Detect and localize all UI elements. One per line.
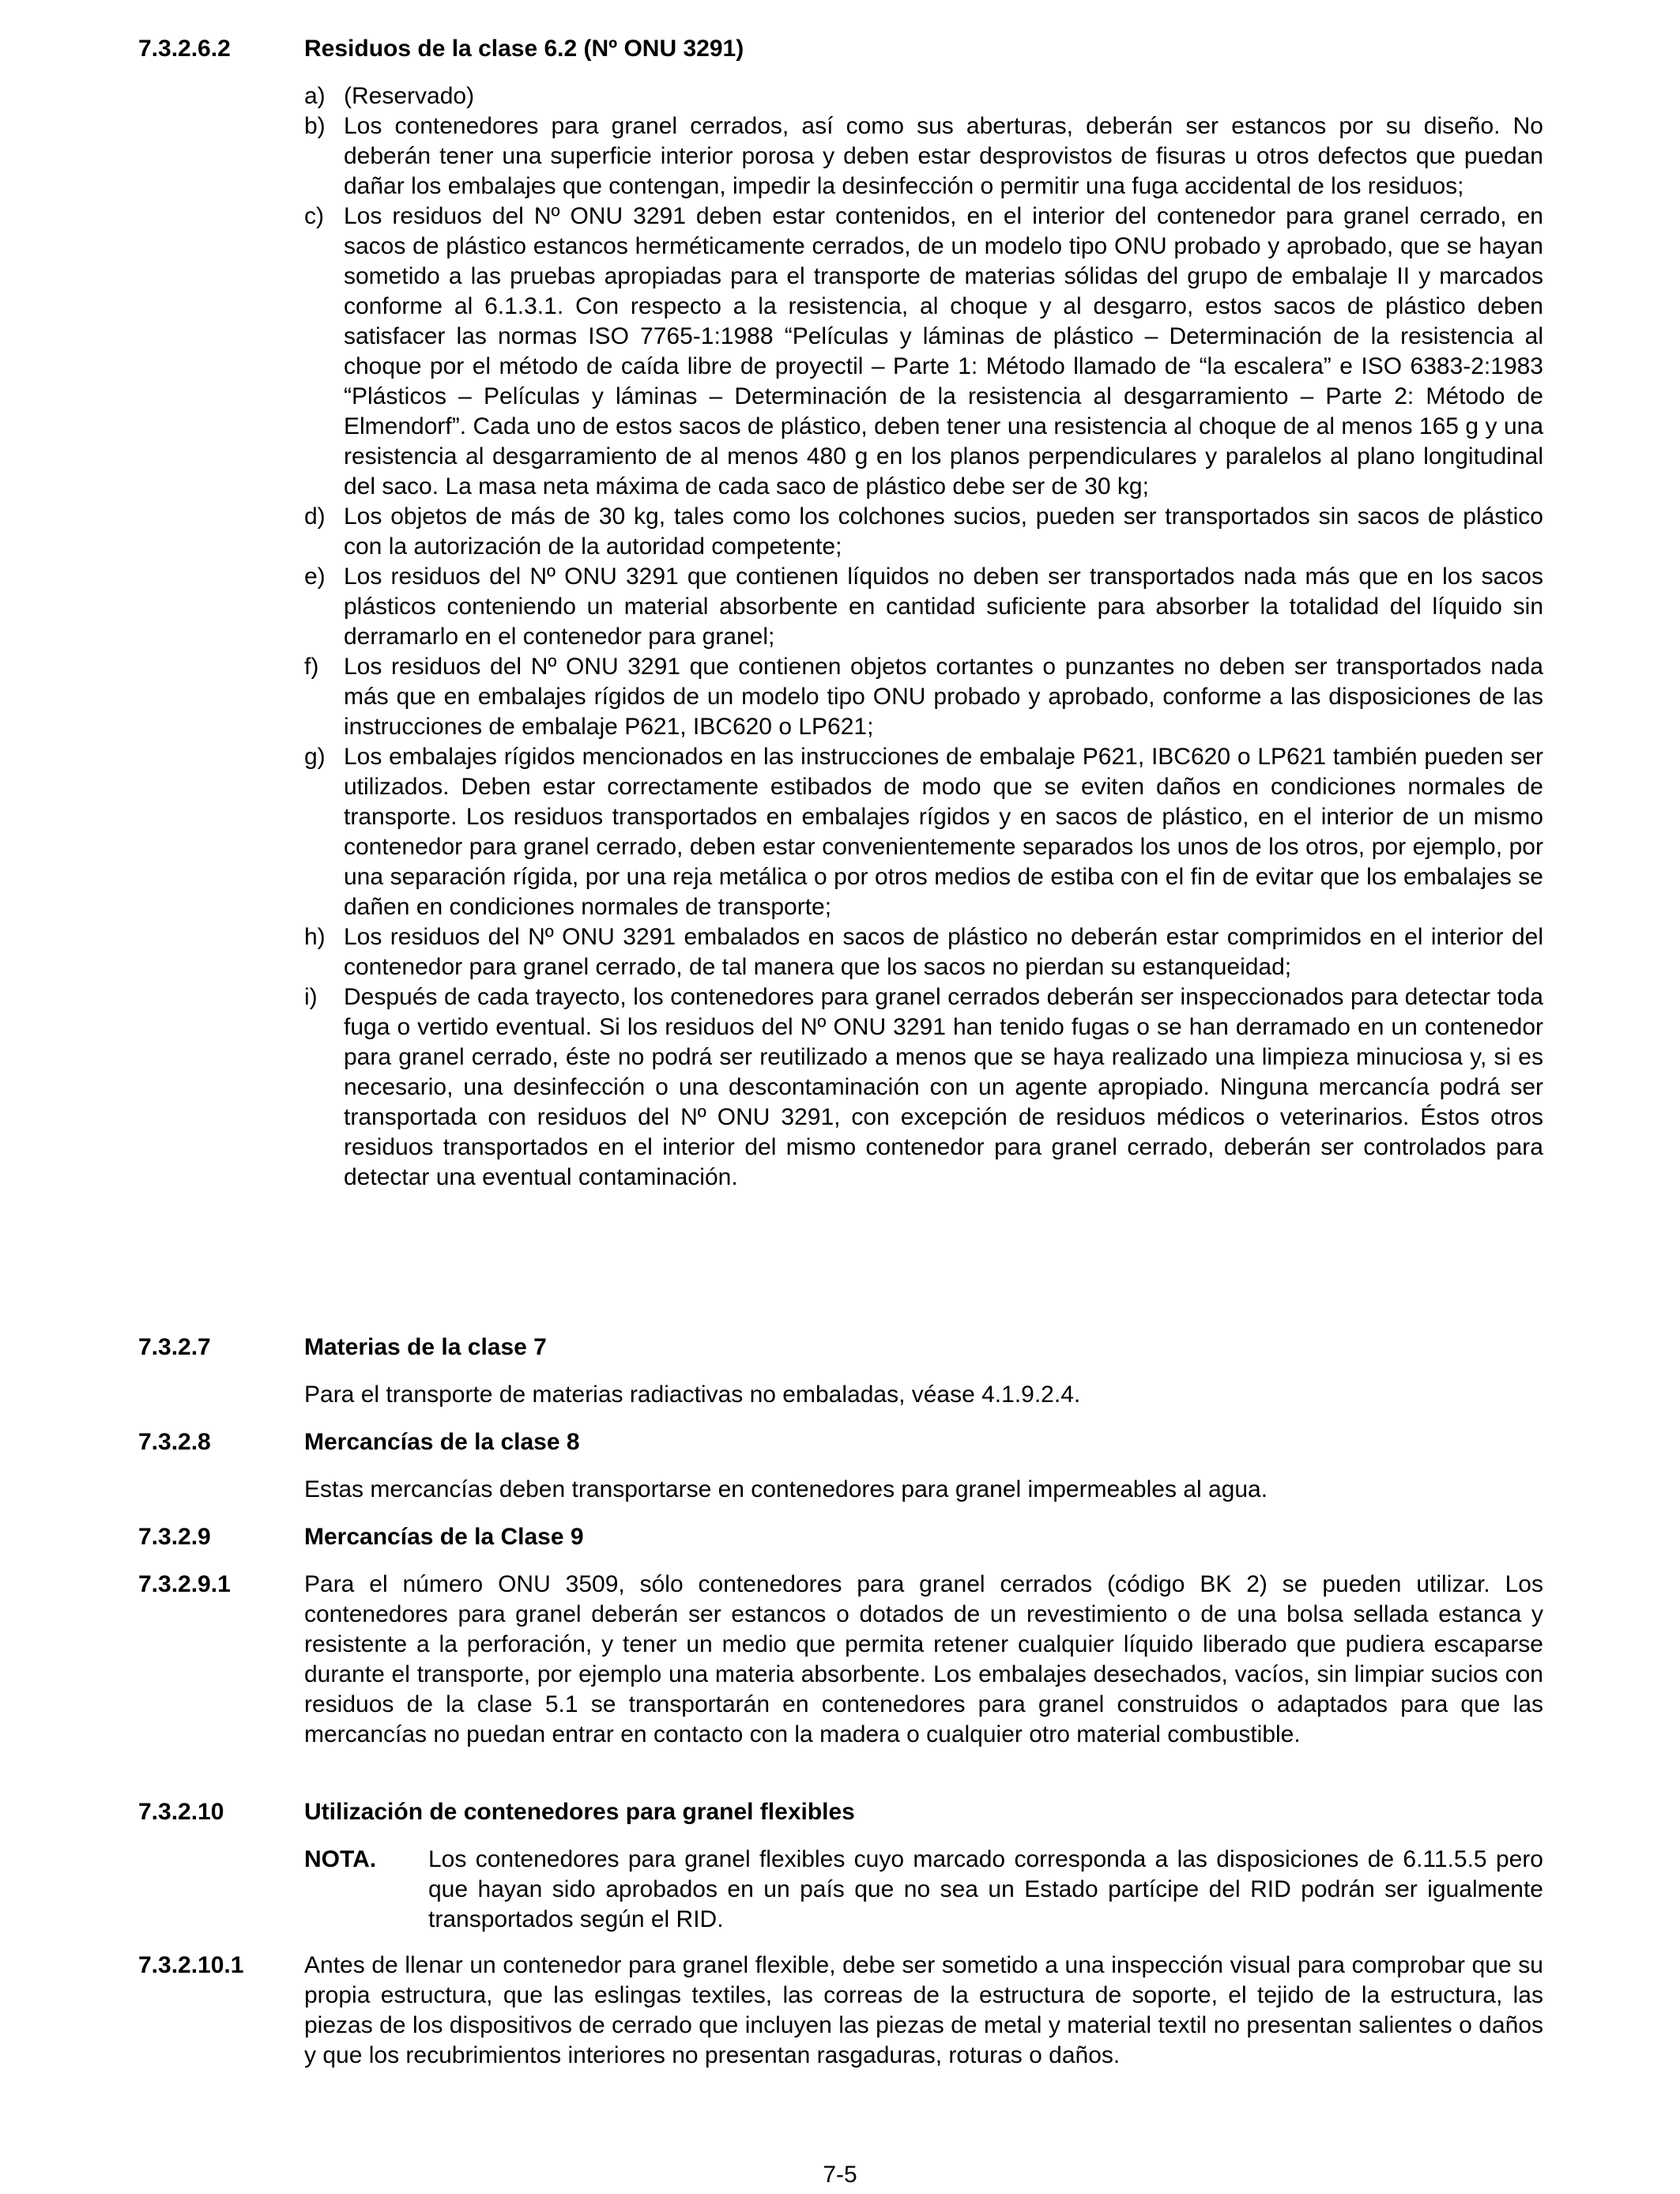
- list-item-letter: d): [304, 503, 326, 530]
- list-item-a: [304, 81, 1543, 111]
- section-title-7-3-2-7: Materias de la clase 7: [304, 1334, 547, 1360]
- list-item-letter: b): [304, 113, 326, 139]
- section-text-7-3-2-7: Para el transporte de materias radiactivas no embaladas, véase 4.1.9.2.4.: [304, 1382, 1081, 1408]
- list-item-letter: i): [304, 984, 318, 1010]
- list-item-f: [304, 652, 1543, 742]
- section-number-7-3-2-6-2: 7.3.2.6.2: [138, 36, 231, 62]
- list-item-letter: f): [304, 654, 319, 680]
- page-number: 7-5: [823, 2162, 857, 2188]
- list-item-text: Los residuos del Nº ONU 3291 que contienen líquidos no deben ser transportados nada más que en los sacos plásticos conteniendo un material absorbente en cantidad suficiente para absorber la totalidad del líquido sin derramarlo en el contenedor para granel;: [344, 564, 1543, 650]
- list-item-text: Los residuos del Nº ONU 3291 embalados en sacos de plástico no deberán estar comprimidos en el interior del contenedor para granel cerrado, de tal manera que los sacos no pierdan su estanqueidad;: [344, 924, 1543, 980]
- list-item-text: Los residuos del Nº ONU 3291 deben estar contenidos, en el interior del contenedor para granel cerrado, en sacos de plástico estancos herméticamente cerrados, de un modelo tipo ONU probado y aprobado, que se hayan sometido a las pruebas apropiadas para el transporte de materias sólidas del grupo de embalaje II y marcados conforme al 6.1.3.1. Con respecto a la resistencia, al choque y al desgarro, estos sacos de plástico deben satisfacer las normas ISO 7765-1:1988 “Películas y láminas de plástico – Determinación de la resistencia al choque por el método de caída libre de proyectil – Parte 1: Método llamado de “la escalera” e ISO 6383-2:1983 “Plásticos – Películas y láminas – Determinación de la resistencia al desgarramiento – Parte 2: Método de Elmendorf”. Cada uno de estos sacos de plástico, deben tener una resistencia al choque de al menos 165 g y una resistencia al desgarramiento de al menos 480 g en los planos perpendiculares y paralelos al plano longitudinal del saco. La masa neta máxima de cada saco de plástico debe ser de 30 kg;: [344, 203, 1543, 499]
- list-item-g: [304, 742, 1543, 922]
- section-number-7-3-2-8: 7.3.2.8: [138, 1429, 211, 1455]
- list-item-text: Después de cada trayecto, los contenedores para granel cerrados deberán ser inspeccionados para detectar toda fuga o vertido eventual. Si los residuos del Nº ONU 3291 han tenido fugas o se han derramado en un contenedor para granel cerrado, éste no podrá ser reutilizado a menos que se haya realizado una limpieza minuciosa y, si es necesario, una desinfección o una descontaminación con un agente apropiado. Ninguna mercancía podrá ser transportada con residuos del Nº ONU 3291, con excepción de residuos médicos o veterinarios. Éstos otros residuos transportados en el interior del mismo contenedor para granel cerrado, deberán ser controlados para detectar una eventual contaminación.: [344, 984, 1543, 1190]
- section-number-7-3-2-9: 7.3.2.9: [138, 1524, 211, 1550]
- list-item-h: [304, 922, 1543, 982]
- section-text-7-3-2-9-1: Para el número ONU 3509, sólo contenedores para granel cerrados (código BK 2) se pueden utilizar. Los contenedores para granel deberán ser estancos o dotados de un revestimiento o de una bolsa sellada estanca y resistente a la perforación, y tener un medio que permita retener cualquier líquido liberado que pudiera escaparse durante el transporte, por ejemplo una materia absorbente. Los embalajes desechados, vacíos, sin limpiar sucios con residuos de la clase 5.1 se transportarán en contenedores para granel construidos o adaptados para que las mercancías no puedan entrar en contacto con la madera o cualquier otro material combustible.: [304, 1571, 1543, 1747]
- list-item-letter: g): [304, 744, 326, 770]
- section-text-7-3-2-10-1: Antes de llenar un contenedor para granel flexible, debe ser sometido a una inspección visual para comprobar que su propia estructura, que las eslingas textiles, las correas de la estructura de soporte, el tejido de la estructura, las piezas de los dispositivos de cerrado que incluyen las piezas de metal y material textil no presentan salientes o daños y que los recubrimientos interiores no presentan rasgaduras, roturas o daños.: [304, 1952, 1543, 2068]
- note-label: NOTA.: [304, 1846, 377, 1872]
- list-item-text: Los embalajes rígidos mencionados en las instrucciones de embalaje P621, IBC620 o LP621 también pueden ser utilizados. Deben estar correctamente estibados de modo que se eviten daños en condiciones normales de transporte. Los residuos transportados en embalajes rígidos y en sacos de plástico, en el interior de un mismo contenedor para granel cerrado, deben estar convenientemente separados los unos de los otros, por ejemplo, por una separación rígida, por una reja metálica o por otros medios de estiba con el fin de evitar que los embalajes se dañen en condiciones normales de transporte;: [344, 744, 1543, 920]
- section-number-7-3-2-9-1: 7.3.2.9.1: [138, 1571, 231, 1597]
- section-number-7-3-2-10: 7.3.2.10: [138, 1799, 224, 1825]
- section-title-7-3-2-8: Mercancías de la clase 8: [304, 1429, 580, 1455]
- list-item-text: (Reservado): [344, 83, 475, 109]
- list-item-i: [304, 982, 1543, 1193]
- residue-requirements-list: [304, 81, 1543, 1193]
- list-item-c: [304, 202, 1543, 502]
- note-text: Los contenedores para granel flexibles cuyo marcado corresponda a las disposiciones de 6.11.5.5 pero que hayan sido aprobados en un país que no sea un Estado partícipe del RID podrán ser igualmente transportados según el RID.: [428, 1846, 1543, 1932]
- list-item-letter: h): [304, 924, 326, 950]
- section-title-7-3-2-10: Utilización de contenedores para granel flexibles: [304, 1799, 855, 1825]
- section-number-7-3-2-10-1: 7.3.2.10.1: [138, 1952, 244, 1978]
- section-title-7-3-2-6-2: Residuos de la clase 6.2 (Nº ONU 3291): [304, 36, 744, 62]
- section-title-7-3-2-9: Mercancías de la Clase 9: [304, 1524, 584, 1550]
- list-item-letter: c): [304, 203, 324, 229]
- list-item-text: Los objetos de más de 30 kg, tales como los colchones sucios, pueden ser transportados sin sacos de plástico con la autorización de la autoridad competente;: [344, 503, 1543, 560]
- list-item-e: [304, 562, 1543, 652]
- list-item-text: Los residuos del Nº ONU 3291 que contienen objetos cortantes o punzantes no deben ser transportados nada más que en embalajes rígidos de un modelo tipo ONU probado y aprobado, conforme a las disposiciones de las instrucciones de embalaje P621, IBC620 o LP621;: [344, 654, 1543, 740]
- list-item-d: [304, 502, 1543, 562]
- list-item-text: Los contenedores para granel cerrados, así como sus aberturas, deberán ser estancos por su diseño. No deberán tener una superficie interior porosa y deben estar desprovistos de fisuras u otros defectos que puedan dañar los embalajes que contengan, impedir la desinfección o permitir una fuga accidental de los residuos;: [344, 113, 1543, 199]
- section-number-7-3-2-7: 7.3.2.7: [138, 1334, 211, 1360]
- list-item-b: [304, 111, 1543, 202]
- list-item-letter: a): [304, 83, 326, 109]
- section-text-7-3-2-8: Estas mercancías deben transportarse en contenedores para granel impermeables al agua.: [304, 1476, 1268, 1502]
- list-item-letter: e): [304, 564, 326, 590]
